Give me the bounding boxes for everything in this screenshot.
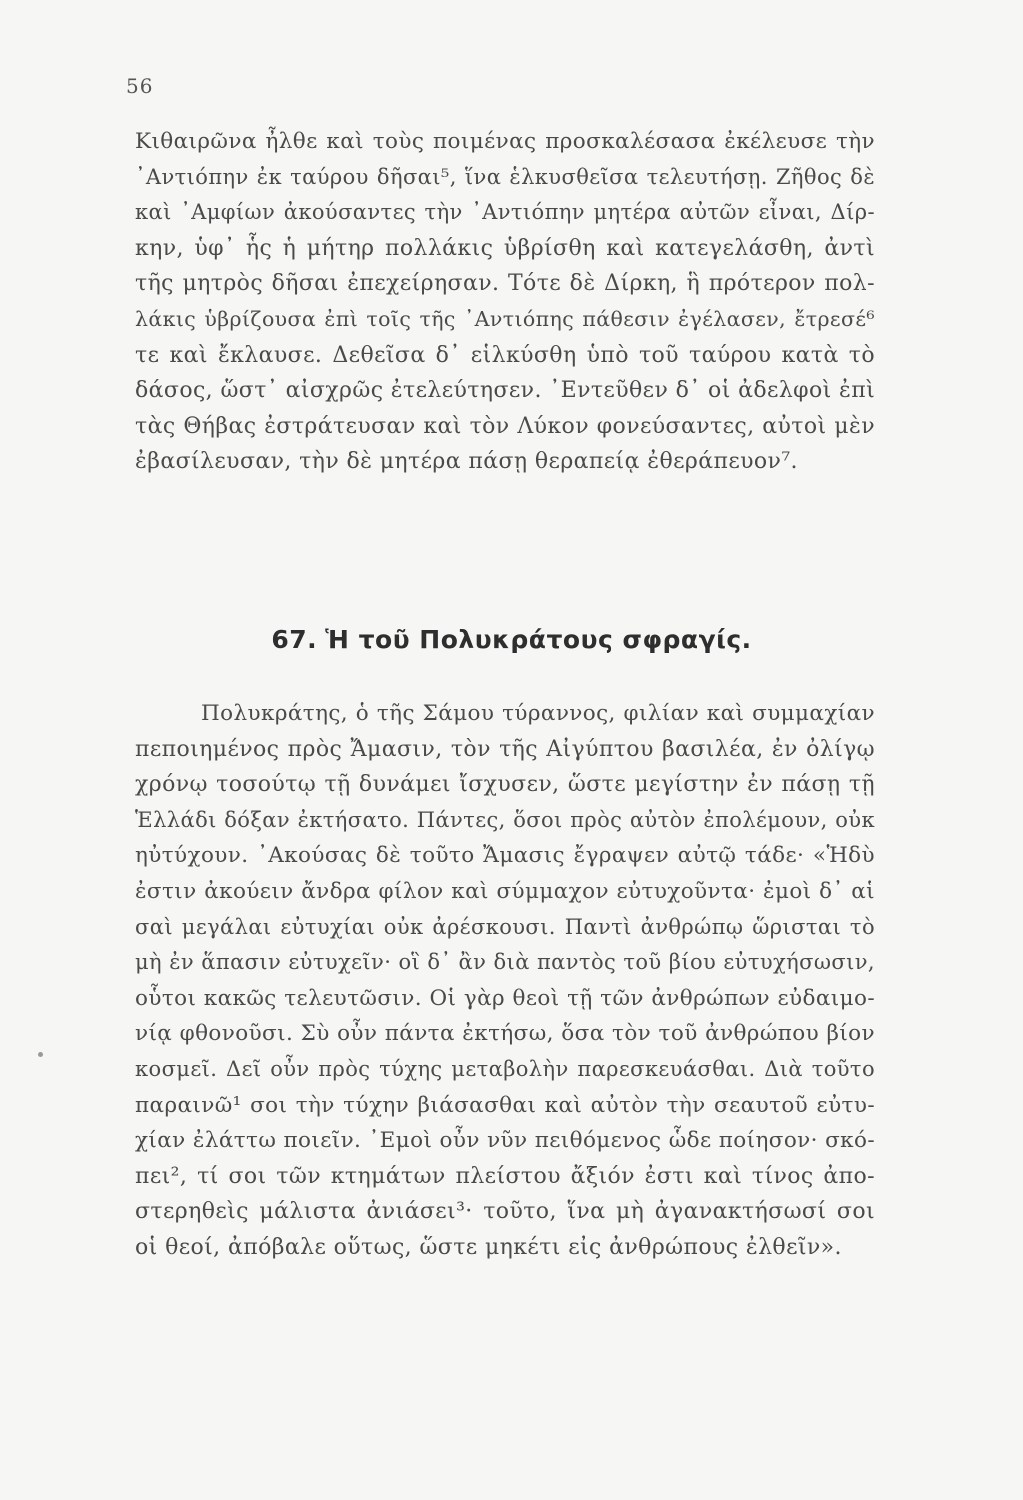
section-title: Ἡ τοῦ Πολυκράτους σφραγίς. [325, 625, 752, 654]
text-line: χίαν ἐλάττω ποιεῖν. ᾿Εμοὶ οὖν νῦν πειθόμενος ὧδε ποίησον· σκό- [135, 1128, 876, 1154]
text-line: οἱ θεοί, ἀπόβαλε οὕτως, ὥστε μηκέτι εἰς ἀνθρώπους ἐλθεῖν». [135, 1234, 842, 1260]
paragraph-antiope [135, 124, 875, 480]
text-line: ἐβασίλευσαν, τὴν δὲ μητέρα πάσῃ θεραπείᾳ ἐθεράπευον⁷. [135, 449, 798, 475]
paragraph-polycrates [135, 696, 875, 1266]
text-line: δάσος, ὥστ᾿ αἰσχρῶς ἐτελεύτησεν. ᾿Εντεῦθεν δ᾿ οἱ ἀδελφοὶ ἐπὶ [135, 378, 876, 404]
text-line: λάκις ὑβρίζουσα ἐπὶ τοῖς τῆς ᾿Αντιόπης πάθεσιν ἐγέλασεν, ἔτρεσέ⁶ [135, 306, 875, 331]
text-line: τῆς μητρὸς δῆσαι ἐπεχείρησαν. Τότε δὲ Δίρκη, ἣ πρότερον πολ- [135, 271, 875, 297]
text-line: χρόνῳ τοσούτῳ τῇ δυνάμει ἴσχυσεν, ὥστε μεγίστην ἐν πάσῃ τῇ [135, 772, 875, 798]
text-line: Κιθαιρῶνα ἦλθε καὶ τοὺς ποιμένας προσκαλέσασα ἐκέλευσε τὴν [135, 129, 875, 154]
text-line: τὰς Θήβας ἐστράτευσαν καὶ τὸν Λύκον φονεύσαντες, αὐτοὶ μὲν [135, 413, 875, 439]
text-line: πει², τί σοι τῶν κτημάτων πλείστου ἄξιόν ἐστι καὶ τίνος ἀπο- [135, 1163, 875, 1189]
text-line: νίᾳ φθονοῦσι. Σὺ οὖν πάντα ἐκτήσω, ὅσα τὸν τοῦ ἀνθρώπου βίον [135, 1021, 875, 1047]
text-line: καὶ ᾿Αμφίων ἀκούσαντες τὴν ᾿Αντιόπην μητέρα αὐτῶν εἶναι, Δίρ- [135, 200, 875, 225]
text-line: Ἑλλάδι δόξαν ἐκτήσατο. Πάντες, ὅσοι πρὸς αὐτὸν ἐπολέμουν, οὐκ [135, 807, 875, 832]
text-line: παραινῶ¹ σοι τὴν τύχην βιάσασθαι καὶ αὐτὸν τὴν σεαυτοῦ εὐτυ- [135, 1092, 875, 1118]
text-line: τε καὶ ἔκλαυσε. Δεθεῖσα δ᾿ εἱλκύσθη ὑπὸ τοῦ ταύρου κατὰ τὸ [135, 342, 875, 368]
page-number: 56 [126, 74, 154, 98]
text-line: ᾿Αντιόπην ἐκ ταύρου δῆσαι⁵, ἵνα ἑλκυσθεῖσα τελευτήσῃ. Ζῆθος δὲ [135, 164, 875, 189]
text-line: μὴ ἐν ἅπασιν εὐτυχεῖν· οἳ δ᾿ ἂν διὰ παντὸς τοῦ βίου εὐτυχήσωσιν, [135, 950, 875, 975]
text-line: ἐστιν ἀκούειν ἄνδρα φίλον καὶ σύμμαχον εὐτυχοῦντα· ἐμοὶ δ᾿ αἱ [135, 878, 875, 904]
text-line: κην, ὑφ᾿ ἧς ἡ μήτηρ πολλάκις ὑβρίσθη καὶ κατεγελάσθη, ἀντὶ [135, 235, 875, 261]
text-line: σαὶ μεγάλαι εὐτυχίαι οὐκ ἀρέσκουσι. Παντὶ ἀνθρώπῳ ὥρισται τὸ [135, 914, 875, 939]
section-heading [0, 625, 1023, 654]
section-number: 67. [271, 625, 318, 654]
text-line: πεποιημένος πρὸς Ἄμασιν, τὸν τῆς Αἰγύπτου βασιλέα, ἐν ὀλίγῳ [135, 736, 875, 762]
text-line: Πολυκράτης, ὁ τῆς Σάμου τύραννος, φιλίαν καὶ συμμαχίαν [201, 701, 875, 726]
text-line: κοσμεῖ. Δεῖ οὖν πρὸς τύχης μεταβολὴν παρεσκευάσθαι. Διὰ τοῦτο [135, 1056, 875, 1081]
text-line: οὗτοι κακῶς τελευτῶσιν. Οἱ γὰρ θεοὶ τῇ τῶν ἀνθρώπων εὐδαιμο- [135, 985, 875, 1011]
margin-speck [38, 1052, 43, 1057]
text-line: στερηθεὶς μάλιστα ἀνιάσει³· τοῦτο, ἵνα μὴ ἀγανακτήσωσί σοι [135, 1199, 875, 1225]
text-line: ηὐτύχουν. ᾿Ακούσας δὲ τοῦτο Ἄμασις ἔγραψεν αὐτῷ τάδε· «Ἡδὺ [135, 843, 875, 869]
